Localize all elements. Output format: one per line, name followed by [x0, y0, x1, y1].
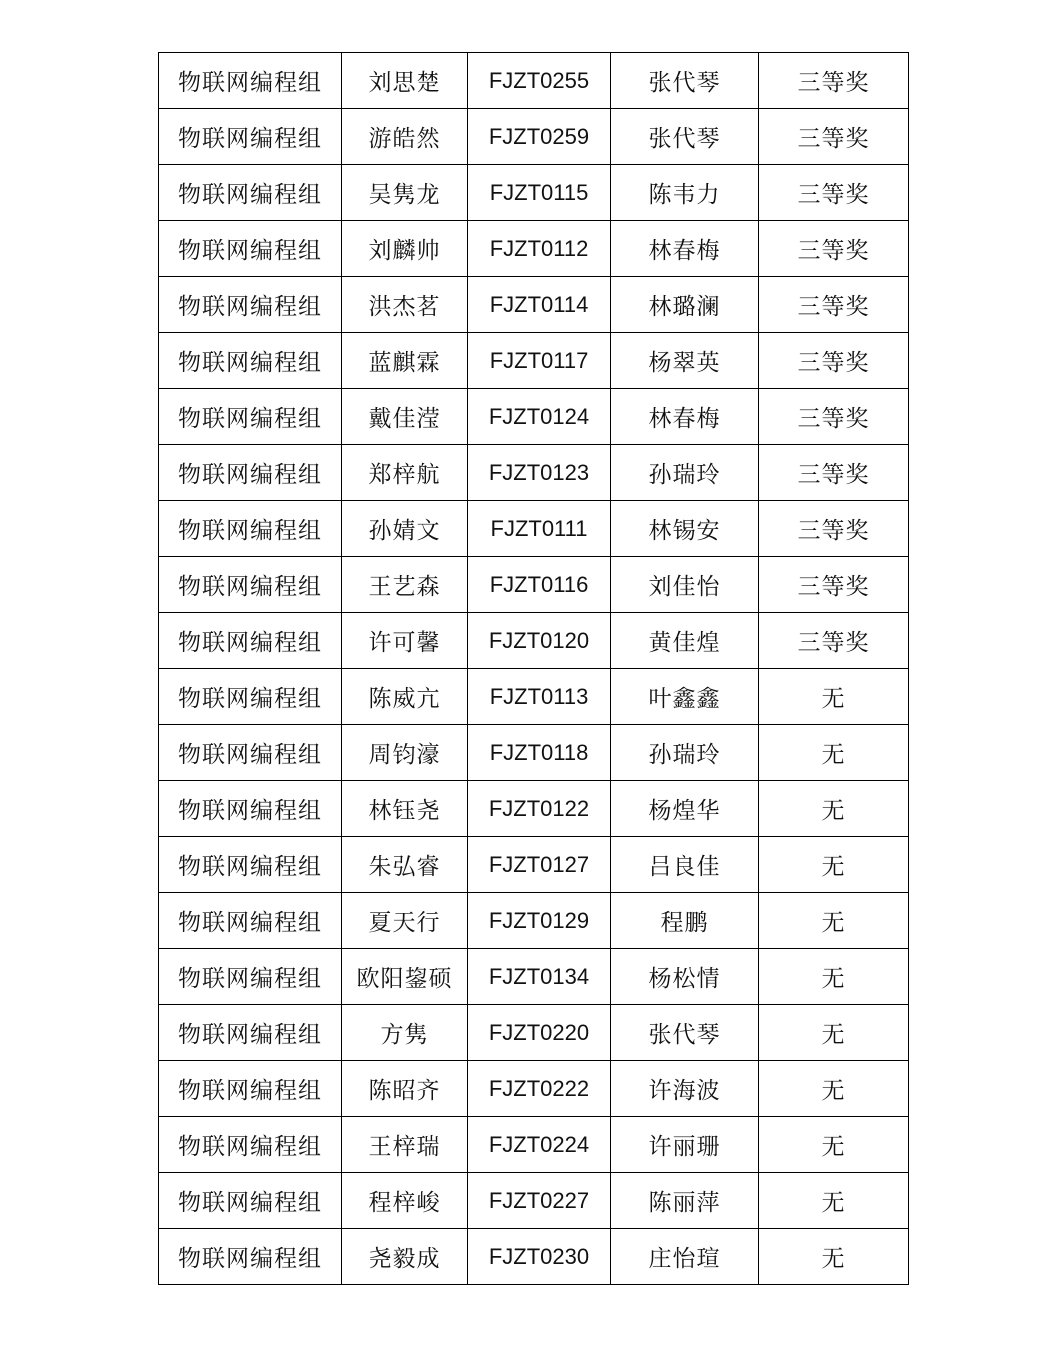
teacher-name-cell: 许丽珊	[611, 1117, 759, 1173]
student-name-cell: 刘麟帅	[342, 221, 468, 277]
table-row	[159, 389, 909, 445]
teacher-name-cell: 杨松情	[611, 949, 759, 1005]
student-name-cell: 陈昭齐	[342, 1061, 468, 1117]
entry-id-cell: FJZT0129	[468, 893, 611, 949]
student-name-cell: 夏天行	[342, 893, 468, 949]
student-name-cell: 林钰尧	[342, 781, 468, 837]
table-row	[159, 333, 909, 389]
teacher-name-cell: 林璐澜	[611, 277, 759, 333]
student-name-cell: 朱弘睿	[342, 837, 468, 893]
teacher-name-cell: 程鹏	[611, 893, 759, 949]
student-name-cell: 陈威亢	[342, 669, 468, 725]
group-cell: 物联网编程组	[159, 1061, 342, 1117]
award-cell: 三等奖	[759, 501, 909, 557]
award-cell: 无	[759, 725, 909, 781]
table-row	[159, 109, 909, 165]
teacher-name-cell: 刘佳怡	[611, 557, 759, 613]
group-cell: 物联网编程组	[159, 725, 342, 781]
student-name-cell: 洪杰茗	[342, 277, 468, 333]
student-name-cell: 游皓然	[342, 109, 468, 165]
award-cell: 三等奖	[759, 53, 909, 109]
student-name-cell: 程梓峻	[342, 1173, 468, 1229]
entry-id-cell: FJZT0123	[468, 445, 611, 501]
group-cell: 物联网编程组	[159, 221, 342, 277]
student-name-cell: 王艺森	[342, 557, 468, 613]
teacher-name-cell: 陈丽萍	[611, 1173, 759, 1229]
award-cell: 三等奖	[759, 221, 909, 277]
table-row	[159, 669, 909, 725]
table-row	[159, 781, 909, 837]
entry-id-cell: FJZT0122	[468, 781, 611, 837]
teacher-name-cell: 林锡安	[611, 501, 759, 557]
award-cell: 三等奖	[759, 109, 909, 165]
table-row	[159, 1173, 909, 1229]
table-row	[159, 1117, 909, 1173]
teacher-name-cell: 林春梅	[611, 389, 759, 445]
award-cell: 无	[759, 1173, 909, 1229]
group-cell: 物联网编程组	[159, 837, 342, 893]
entry-id-cell: FJZT0112	[468, 221, 611, 277]
award-cell: 无	[759, 893, 909, 949]
entry-id-cell: FJZT0118	[468, 725, 611, 781]
student-name-cell: 孙婧文	[342, 501, 468, 557]
award-cell: 三等奖	[759, 445, 909, 501]
entry-id-cell: FJZT0134	[468, 949, 611, 1005]
award-cell: 三等奖	[759, 557, 909, 613]
entry-id-cell: FJZT0116	[468, 557, 611, 613]
student-name-cell: 蓝麒霖	[342, 333, 468, 389]
student-name-cell: 周钧濠	[342, 725, 468, 781]
table-row	[159, 277, 909, 333]
table-row	[159, 445, 909, 501]
group-cell: 物联网编程组	[159, 1117, 342, 1173]
teacher-name-cell: 庄怡瑄	[611, 1229, 759, 1285]
teacher-name-cell: 许海波	[611, 1061, 759, 1117]
student-name-cell: 郑梓航	[342, 445, 468, 501]
student-name-cell: 王梓瑞	[342, 1117, 468, 1173]
award-cell: 三等奖	[759, 165, 909, 221]
entry-id-cell: FJZT0230	[468, 1229, 611, 1285]
group-cell: 物联网编程组	[159, 389, 342, 445]
table-row	[159, 1061, 909, 1117]
group-cell: 物联网编程组	[159, 893, 342, 949]
table-row	[159, 557, 909, 613]
teacher-name-cell: 孙瑞玲	[611, 445, 759, 501]
table-row	[159, 165, 909, 221]
group-cell: 物联网编程组	[159, 613, 342, 669]
table-body	[159, 53, 909, 1285]
entry-id-cell: FJZT0127	[468, 837, 611, 893]
award-cell: 无	[759, 1005, 909, 1061]
entry-id-cell: FJZT0115	[468, 165, 611, 221]
student-name-cell: 许可馨	[342, 613, 468, 669]
group-cell: 物联网编程组	[159, 165, 342, 221]
student-name-cell: 戴佳滢	[342, 389, 468, 445]
table-row	[159, 893, 909, 949]
teacher-name-cell: 陈韦力	[611, 165, 759, 221]
group-cell: 物联网编程组	[159, 333, 342, 389]
table-row	[159, 501, 909, 557]
group-cell: 物联网编程组	[159, 1229, 342, 1285]
award-cell: 无	[759, 1117, 909, 1173]
entry-id-cell: FJZT0222	[468, 1061, 611, 1117]
entry-id-cell: FJZT0255	[468, 53, 611, 109]
group-cell: 物联网编程组	[159, 1173, 342, 1229]
award-cell: 无	[759, 1061, 909, 1117]
table-row	[159, 221, 909, 277]
entry-id-cell: FJZT0113	[468, 669, 611, 725]
entry-id-cell: FJZT0124	[468, 389, 611, 445]
group-cell: 物联网编程组	[159, 445, 342, 501]
award-cell: 三等奖	[759, 613, 909, 669]
entry-id-cell: FJZT0111	[468, 501, 611, 557]
group-cell: 物联网编程组	[159, 53, 342, 109]
award-results-table	[158, 52, 909, 1285]
student-name-cell: 刘思楚	[342, 53, 468, 109]
student-name-cell: 吴隽龙	[342, 165, 468, 221]
award-cell: 三等奖	[759, 389, 909, 445]
award-cell: 无	[759, 1229, 909, 1285]
table-row	[159, 725, 909, 781]
entry-id-cell: FJZT0114	[468, 277, 611, 333]
award-cell: 无	[759, 837, 909, 893]
entry-id-cell: FJZT0120	[468, 613, 611, 669]
group-cell: 物联网编程组	[159, 109, 342, 165]
award-cell: 三等奖	[759, 333, 909, 389]
entry-id-cell: FJZT0220	[468, 1005, 611, 1061]
teacher-name-cell: 叶鑫鑫	[611, 669, 759, 725]
group-cell: 物联网编程组	[159, 669, 342, 725]
teacher-name-cell: 孙瑞玲	[611, 725, 759, 781]
table-row	[159, 837, 909, 893]
group-cell: 物联网编程组	[159, 1005, 342, 1061]
award-cell: 无	[759, 949, 909, 1005]
table-row	[159, 1229, 909, 1285]
table-row	[159, 949, 909, 1005]
group-cell: 物联网编程组	[159, 501, 342, 557]
table-row	[159, 613, 909, 669]
teacher-name-cell: 杨煌华	[611, 781, 759, 837]
teacher-name-cell: 黄佳煌	[611, 613, 759, 669]
entry-id-cell: FJZT0259	[468, 109, 611, 165]
student-name-cell: 方隽	[342, 1005, 468, 1061]
group-cell: 物联网编程组	[159, 949, 342, 1005]
award-cell: 无	[759, 669, 909, 725]
group-cell: 物联网编程组	[159, 277, 342, 333]
entry-id-cell: FJZT0227	[468, 1173, 611, 1229]
entry-id-cell: FJZT0224	[468, 1117, 611, 1173]
teacher-name-cell: 杨翠英	[611, 333, 759, 389]
teacher-name-cell: 林春梅	[611, 221, 759, 277]
award-cell: 无	[759, 781, 909, 837]
group-cell: 物联网编程组	[159, 781, 342, 837]
group-cell: 物联网编程组	[159, 557, 342, 613]
table-row	[159, 53, 909, 109]
student-name-cell: 欧阳鋆硕	[342, 949, 468, 1005]
teacher-name-cell: 张代琴	[611, 53, 759, 109]
teacher-name-cell: 张代琴	[611, 1005, 759, 1061]
table-row	[159, 1005, 909, 1061]
student-name-cell: 尧毅成	[342, 1229, 468, 1285]
award-cell: 三等奖	[759, 277, 909, 333]
teacher-name-cell: 吕良佳	[611, 837, 759, 893]
entry-id-cell: FJZT0117	[468, 333, 611, 389]
teacher-name-cell: 张代琴	[611, 109, 759, 165]
